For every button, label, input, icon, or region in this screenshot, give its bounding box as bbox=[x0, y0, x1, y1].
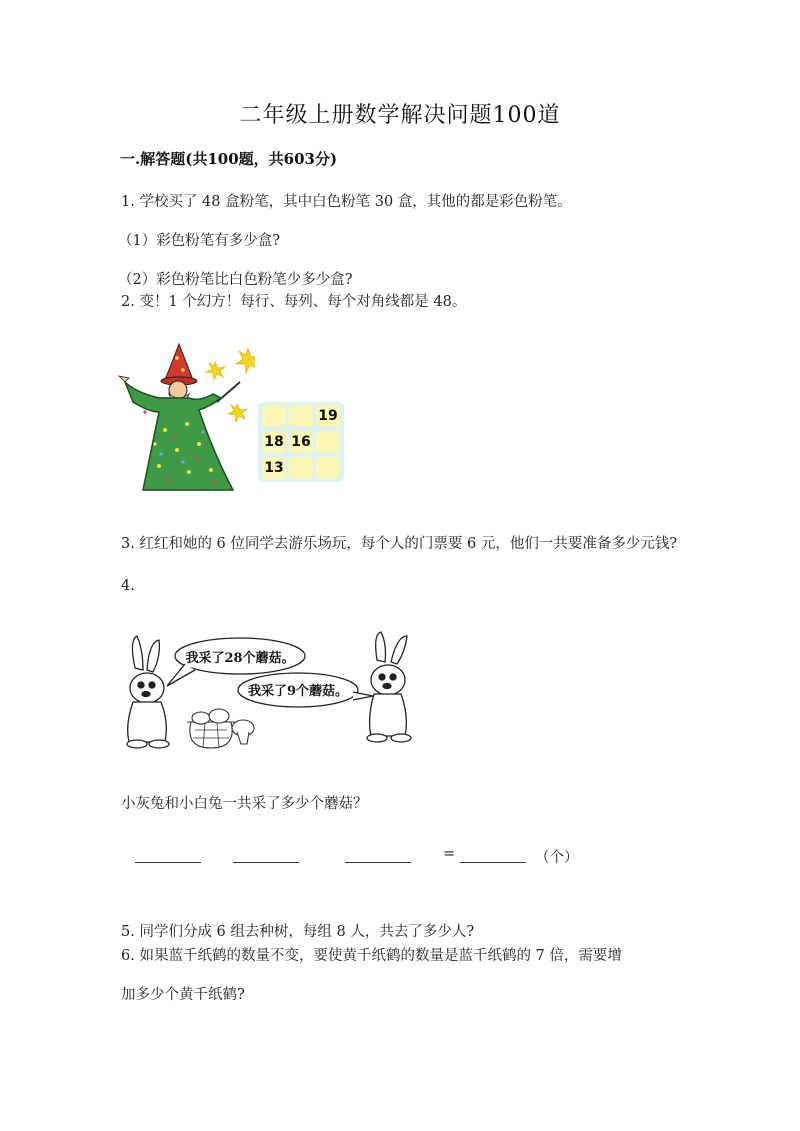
page-title: 二年级上册数学解决问题100道 bbox=[239, 103, 561, 128]
magic-square-cell: 18 bbox=[262, 431, 286, 453]
speech-bubble-right-text: 我采了9个蘑菇。 bbox=[247, 684, 349, 699]
sparkle-icon bbox=[206, 348, 255, 422]
magic-square-cell: 13 bbox=[262, 457, 286, 479]
magic-square-cell bbox=[289, 405, 313, 427]
question-6-line-1: 6. 如果蓝千纸鹤的数量不变，要使黄千纸鹤的数量是蓝千纸鹤的 7 倍，需要增 bbox=[121, 948, 622, 964]
question-4-number: 4. bbox=[121, 578, 135, 594]
unit-label: （个） bbox=[535, 850, 579, 866]
magic-square-cell: 16 bbox=[289, 431, 313, 453]
magic-square bbox=[258, 402, 344, 482]
magic-square-cell bbox=[289, 457, 313, 479]
rabbit-icon bbox=[127, 636, 169, 748]
answer-blanks bbox=[135, 846, 595, 866]
question-1-sub-1: （1）彩色粉笔有多少盒? bbox=[118, 233, 280, 249]
mushroom-basket-icon bbox=[187, 709, 254, 748]
magic-square-cell bbox=[316, 457, 340, 479]
magic-square-cell bbox=[316, 431, 340, 453]
rabbits-illustration bbox=[115, 630, 435, 755]
question-3-text: 3. 红红和她的 6 位同学去游乐场玩，每个人的门票要 6 元，他们一共要准备多少元钱? bbox=[121, 536, 678, 552]
magic-square-cell bbox=[262, 405, 286, 427]
question-6-line-2: 加多少个黄千纸鹤? bbox=[121, 987, 245, 1003]
question-4-text: 小灰兔和小白兔一共采了多少个蘑菇？ bbox=[121, 796, 368, 812]
answer-blank-result[interactable] bbox=[460, 846, 526, 863]
answer-blank-2[interactable] bbox=[233, 846, 299, 863]
question-1-sub-2: （2）彩色粉笔比白色粉笔少多少盒? bbox=[118, 272, 353, 288]
answer-blank-1[interactable] bbox=[135, 846, 201, 863]
rabbit-icon bbox=[367, 632, 411, 742]
question-5-text: 5. 同学们分成 6 组去种树，每组 8 人，共去了多少人? bbox=[121, 924, 475, 940]
question-2-text: 2. 变！1 个幻方！每行、每列、每个对角线都是 48。 bbox=[121, 294, 467, 310]
section-header: 一.解答题(共100题，共603分) bbox=[120, 150, 338, 168]
speech-bubble-left-text: 我采了28个蘑菇。 bbox=[185, 651, 295, 666]
question-1-text: 1. 学校买了 48 盒粉笔，其中白色粉笔 30 盒，其他的都是彩色粉笔。 bbox=[121, 194, 572, 210]
magic-square-cell: 19 bbox=[316, 405, 340, 427]
wizard-illustration bbox=[115, 340, 255, 495]
equals-sign: = bbox=[443, 846, 456, 862]
answer-blank-3[interactable] bbox=[345, 846, 411, 863]
